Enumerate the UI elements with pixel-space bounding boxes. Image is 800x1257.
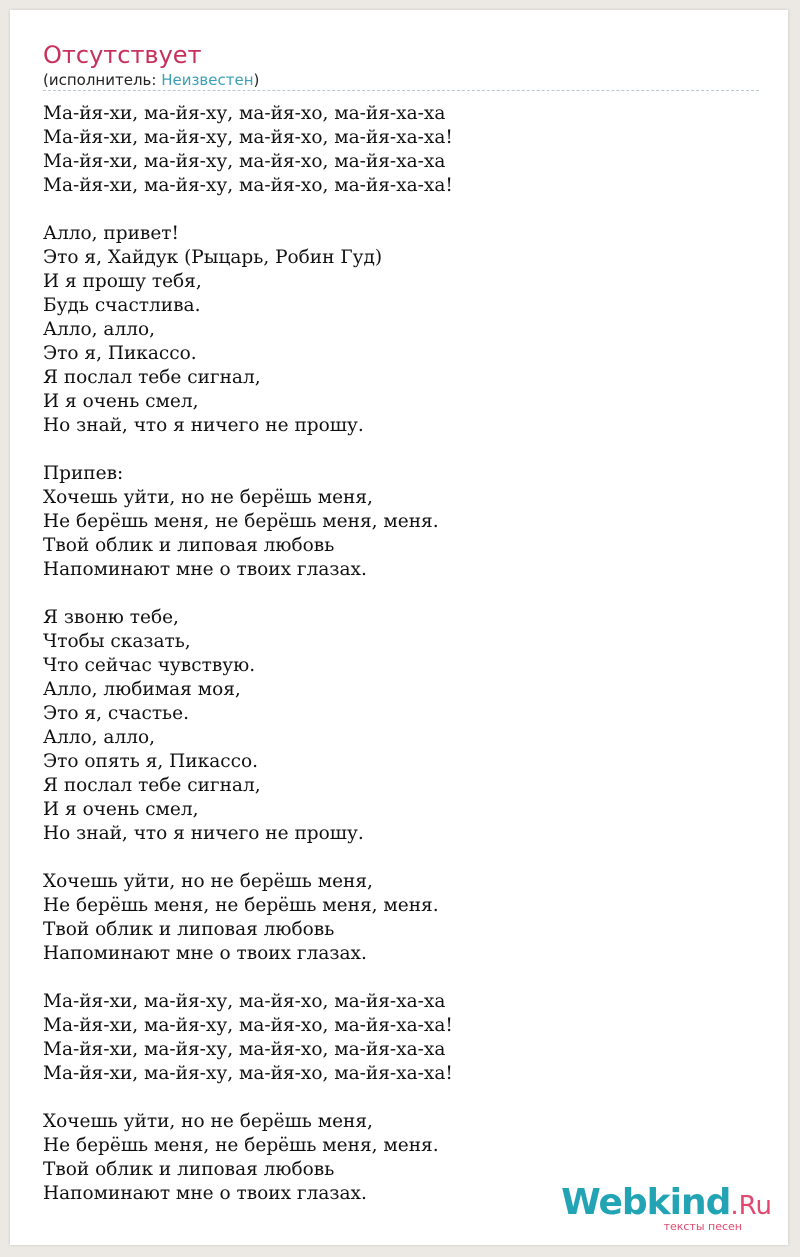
lyrics-stanza bbox=[43, 606, 453, 846]
lyric-line: Что сейчас чувствую. bbox=[43, 655, 256, 676]
lyric-line: Ма-йя-хи, ма-йя-ху, ма-йя-хо, ма-йя-ха-ха! bbox=[43, 1015, 453, 1036]
lyric-line: Это опять я, Пикассо. bbox=[43, 751, 258, 772]
artist-link[interactable]: Неизвестен bbox=[161, 71, 254, 89]
lyric-line: Твой облик и липовая любовь bbox=[43, 535, 335, 556]
lyrics-stanza bbox=[43, 990, 453, 1086]
lyric-line: Алло, алло, bbox=[43, 727, 155, 748]
lyric-line: И я прошу тебя, bbox=[43, 271, 202, 292]
lyric-line: Хочешь уйти, но не берёшь меня, bbox=[43, 1111, 373, 1132]
lyric-line: Алло, алло, bbox=[43, 319, 155, 340]
lyrics-stanza bbox=[43, 462, 453, 582]
header-divider bbox=[43, 90, 759, 91]
lyric-line: И я очень смел, bbox=[43, 391, 199, 412]
lyric-line: Ма-йя-хи, ма-йя-ху, ма-йя-хо, ма-йя-ха-ха! bbox=[43, 127, 453, 148]
lyric-line: Ма-йя-хи, ма-йя-ху, ма-йя-хо, ма-йя-ха-ха bbox=[43, 991, 446, 1012]
logo-tagline: тексты песен bbox=[663, 1220, 742, 1233]
lyrics-stanza bbox=[43, 870, 453, 966]
lyric-line: Не берёшь меня, не берёшь меня, меня. bbox=[43, 1135, 439, 1156]
lyric-line: И я очень смел, bbox=[43, 799, 199, 820]
lyric-line: Хочешь уйти, но не берёшь меня, bbox=[43, 871, 373, 892]
logo-name: Webkind bbox=[561, 1182, 731, 1223]
lyric-line: Не берёшь меня, не берёшь меня, меня. bbox=[43, 511, 439, 532]
lyric-line: Чтобы сказать, bbox=[43, 631, 191, 652]
lyric-line: Будь счастлива. bbox=[43, 295, 201, 316]
lyric-line: Я послал тебе сигнал, bbox=[43, 367, 261, 388]
lyrics-stanza bbox=[43, 102, 453, 198]
site-logo[interactable] bbox=[561, 1182, 772, 1233]
lyric-line: Алло, привет! bbox=[43, 223, 179, 244]
lyric-line: Напоминают мне о твоих глазах. bbox=[43, 1183, 367, 1204]
lyrics-stanza bbox=[43, 222, 453, 438]
lyric-line: Ма-йя-хи, ма-йя-ху, ма-йя-хо, ма-йя-ха-ха! bbox=[43, 175, 453, 196]
lyrics-stanza bbox=[43, 1110, 453, 1206]
artist-prefix: (исполнитель: bbox=[43, 71, 162, 89]
lyric-line: Твой облик и липовая любовь bbox=[43, 1159, 335, 1180]
lyric-line: Это я, Пикассо. bbox=[43, 343, 197, 364]
lyric-line: Припев: bbox=[43, 463, 124, 484]
lyric-line: Напоминают мне о твоих глазах. bbox=[43, 943, 367, 964]
artist-suffix: ) bbox=[253, 71, 260, 89]
logo-tld: .Ru bbox=[730, 1191, 772, 1221]
lyric-line: Ма-йя-хи, ма-йя-ху, ма-йя-хо, ма-йя-ха-ха! bbox=[43, 1063, 453, 1084]
lyric-line: Но знай, что я ничего не прошу. bbox=[43, 415, 364, 436]
lyrics-card bbox=[10, 10, 788, 1245]
lyrics-body bbox=[43, 102, 453, 1230]
lyric-line: Ма-йя-хи, ма-йя-ху, ма-йя-хо, ма-йя-ха-ха bbox=[43, 1039, 446, 1060]
lyric-line: Твой облик и липовая любовь bbox=[43, 919, 335, 940]
lyric-line: Но знай, что я ничего не прошу. bbox=[43, 823, 364, 844]
lyric-line: Я звоню тебе, bbox=[43, 607, 179, 628]
lyric-line: Алло, любимая моя, bbox=[43, 679, 241, 700]
lyric-line: Ма-йя-хи, ма-йя-ху, ма-йя-хо, ма-йя-ха-ха bbox=[43, 151, 446, 172]
lyric-line: Не берёшь меня, не берёшь меня, меня. bbox=[43, 895, 439, 916]
lyric-line: Это я, Хайдук (Рыцарь, Робин Гуд) bbox=[43, 247, 383, 268]
song-title: Отсутствует bbox=[43, 41, 202, 69]
lyric-line: Ма-йя-хи, ма-йя-ху, ма-йя-хо, ма-йя-ха-ха bbox=[43, 103, 446, 124]
lyric-line: Хочешь уйти, но не берёшь меня, bbox=[43, 487, 373, 508]
lyric-line: Это я, счастье. bbox=[43, 703, 189, 724]
lyric-line: Я послал тебе сигнал, bbox=[43, 775, 261, 796]
logo-wordmark bbox=[561, 1182, 772, 1224]
lyric-line: Напоминают мне о твоих глазах. bbox=[43, 559, 367, 580]
artist-line bbox=[43, 71, 259, 89]
